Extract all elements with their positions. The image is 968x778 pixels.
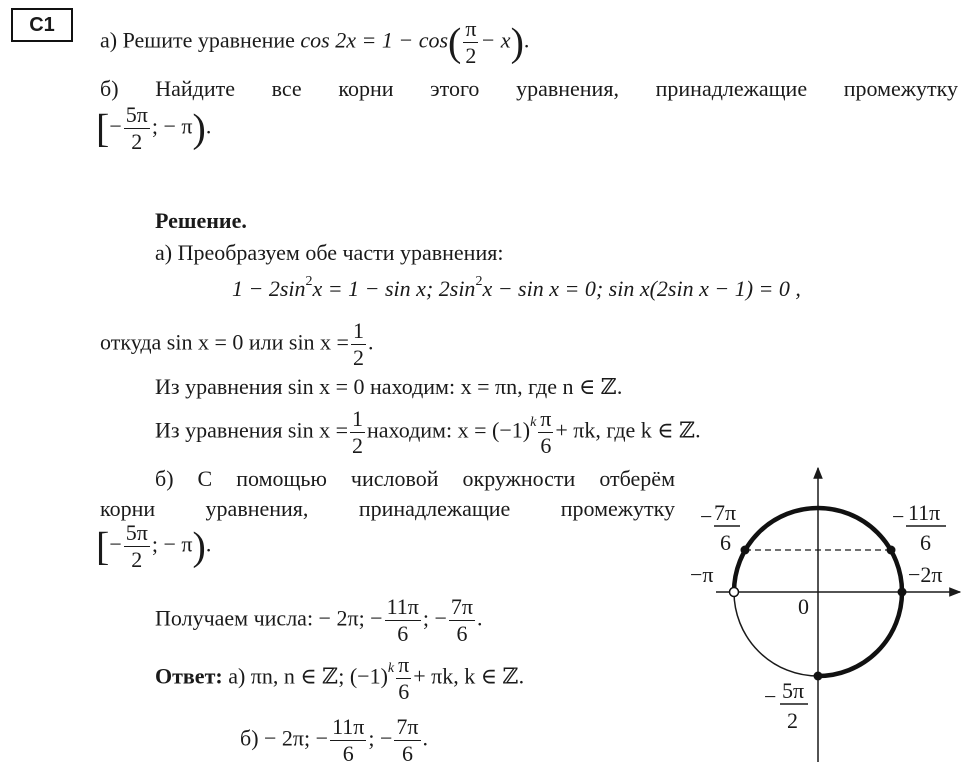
lbl-7pi-num: 7π — [714, 500, 737, 525]
task-a-tail: − x — [480, 27, 511, 53]
task-a-equation: cos 2x = 1 − cos — [300, 27, 449, 53]
task-a-prefix: а) Решите уравнение — [100, 27, 295, 53]
solution-interval: [− $\frac{5\pi}{2}$ ; − π). — [96, 520, 212, 572]
frac-pi-2: $\frac{\pi}{2}$ — [465, 16, 477, 68]
point-11pi-6 — [887, 546, 896, 555]
point-7pi-6 — [741, 546, 750, 555]
solution-step-a: а) Преобразуем обе части уравнения: — [155, 240, 504, 265]
solution-getting: Получаем числа: − 2π; − $\frac{11\pi}{6}$ ; − $\frac{7\pi}{6}$ . — [155, 594, 483, 646]
lbl-minus-right: − — [892, 504, 905, 529]
task-a-line: а) Решите уравнение cos 2x = 1 − cos( $\frac{\pi}{2}$ − x). — [100, 16, 530, 68]
lbl-neg-pi: −π — [690, 562, 714, 587]
solution-step-b-1: б) С помощью числовой окружности отберём — [155, 466, 675, 491]
solution-whence: откуда sin x = 0 или sin x = $\frac{1}{2}$ . — [100, 318, 374, 370]
lbl-minus-left: − — [700, 504, 713, 529]
lbl-neg-2pi: −2π — [908, 562, 943, 587]
task-b-line: б) Найдите все корни этого уравнения, принадлежащие промежутку — [100, 76, 958, 101]
solution-heading: Решение. — [155, 208, 247, 233]
lbl-11pi-den: 6 — [920, 530, 931, 555]
point-5pi-2 — [814, 672, 823, 681]
lbl-11pi-num: 11π — [908, 500, 941, 525]
task-label-box — [11, 8, 73, 42]
answer-line-b: б) − 2π; − $\frac{11\pi}{6}$ ; − $\frac{7\pi}{6}$ . — [240, 714, 428, 766]
lbl-zero: 0 — [798, 594, 809, 619]
solution-step-b-2: корни уравнения, принадлежащие промежутку — [100, 496, 675, 521]
unit-circle-diagram — [680, 462, 968, 772]
point-pi-open — [730, 588, 739, 597]
point-2pi — [898, 588, 907, 597]
lbl-5pi-den: 2 — [787, 708, 798, 733]
answer-line-a: Ответ: а) πn, n ∈ ℤ; $(-1)^k$ $\frac{\pi}{6}$ + πk, k ∈ ℤ. — [155, 652, 525, 704]
lbl-minus-bottom: − — [764, 684, 777, 709]
solution-from1: Из уравнения sin x = 0 находим: x = πn, где n ∈ ℤ. — [155, 374, 623, 399]
solution-from2: Из уравнения sin x = $\frac{1}{2}$ находим: $x = (-1)^k$ $\frac{\pi}{6}$ + πk, где k ∈ ℤ. — [155, 406, 701, 458]
lbl-7pi-den: 6 — [720, 530, 731, 555]
task-b-interval: [− $\frac{5\pi}{2}$ ; − π). — [96, 102, 212, 154]
solution-eq1: $1 - 2\sin^2x = 1 - \sin x$; $2\sin^2x - \sin x = 0$; sin x(2sin x − 1) = 0 , — [232, 273, 801, 301]
task-label: С1 — [29, 13, 55, 36]
lbl-5pi-num: 5π — [782, 678, 805, 703]
